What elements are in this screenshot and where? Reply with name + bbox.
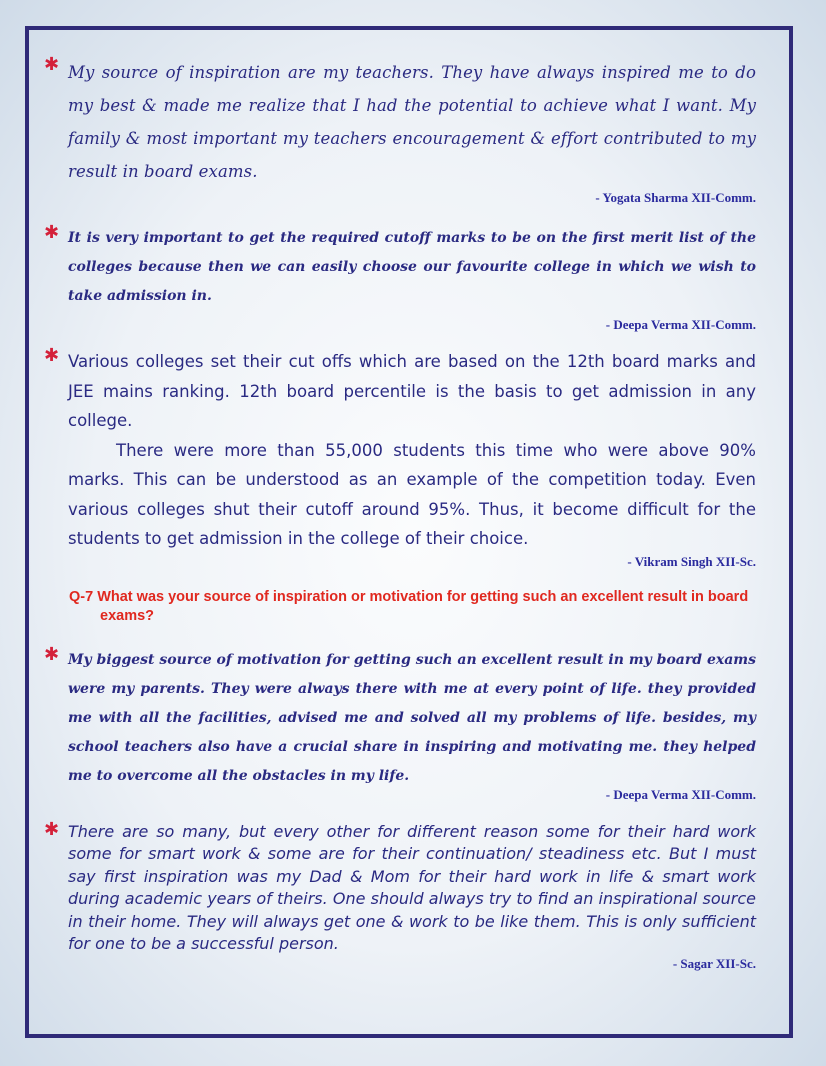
entry-signature: - Yogata Sharma XII-Comm. [595, 190, 756, 205]
entry-vikram [44, 347, 756, 570]
entry-deepa-1 [44, 224, 756, 333]
question-heading: Q-7 What was your source of inspiration or motivation for getting such an excellent result in board exams? [69, 588, 749, 624]
asterisk-icon: ✱ [44, 643, 60, 665]
entry-text: It is very important to get the required cutoff marks to be on the first merit list of the colleges because then we can easily choose our favourite college in which we wish to take admission in. [68, 230, 756, 304]
asterisk-icon: ✱ [44, 345, 60, 366]
entry-text: My source of inspiration are my teachers. They have always inspired me to do my best & made me realize that I had the potential to achieve what I want. My family & most important my teachers encouragement & effort contributed to my result in board exams. [68, 63, 756, 181]
entry-signature: - Vikram Singh XII-Sc. [627, 553, 756, 569]
page-content [44, 46, 756, 972]
asterisk-icon: ✱ [44, 54, 60, 75]
entry-text: Various colleges set their cut offs which are based on the 12th board marks and JEE mains ranking. 12th board percentile is the basis to get admission in any college. [68, 352, 756, 430]
asterisk-icon: ✱ [44, 222, 60, 243]
answer-text: There are so many, but every other for different reason some for their hard work some for smart work & some are for their continuation/ steadiness etc. But I must say first inspiration was my Dad & Mom for their hard work in life & smart work during academic years of theirs. One should always try to find an inspirational source in their home. They will always get one & work to be like them. This is only sufficient for one to be a successful person. [68, 821, 756, 953]
answer-deepa [44, 643, 756, 803]
asterisk-icon: ✱ [44, 818, 60, 840]
entry-text: There were more than 55,000 students this time who were above 90% marks. This can be understood as an example of the competition today. Even various colleges shut their cutoff around 95%. Thus, it become difficult for the students to get admission in the college of their choice. [68, 440, 756, 548]
answer-signature: - Sagar XII-Sc. [672, 955, 756, 971]
entry-yogata [44, 56, 756, 206]
entry-signature: - Deepa Verma XII-Comm. [605, 317, 756, 332]
answer-signature: - Deepa Verma XII-Comm. [605, 786, 756, 802]
answer-sagar [44, 818, 756, 972]
answer-text: My biggest source of motivation for getting such an excellent result in my board exams were my parents. They were always there with me at every point of life. they provided me with all the facilities, advised me and solved all my problems of life. besides, my school teachers also have a crucial share in inspiring and motivating me. they helped me to overcome all the obstacles in my life. [68, 651, 756, 784]
